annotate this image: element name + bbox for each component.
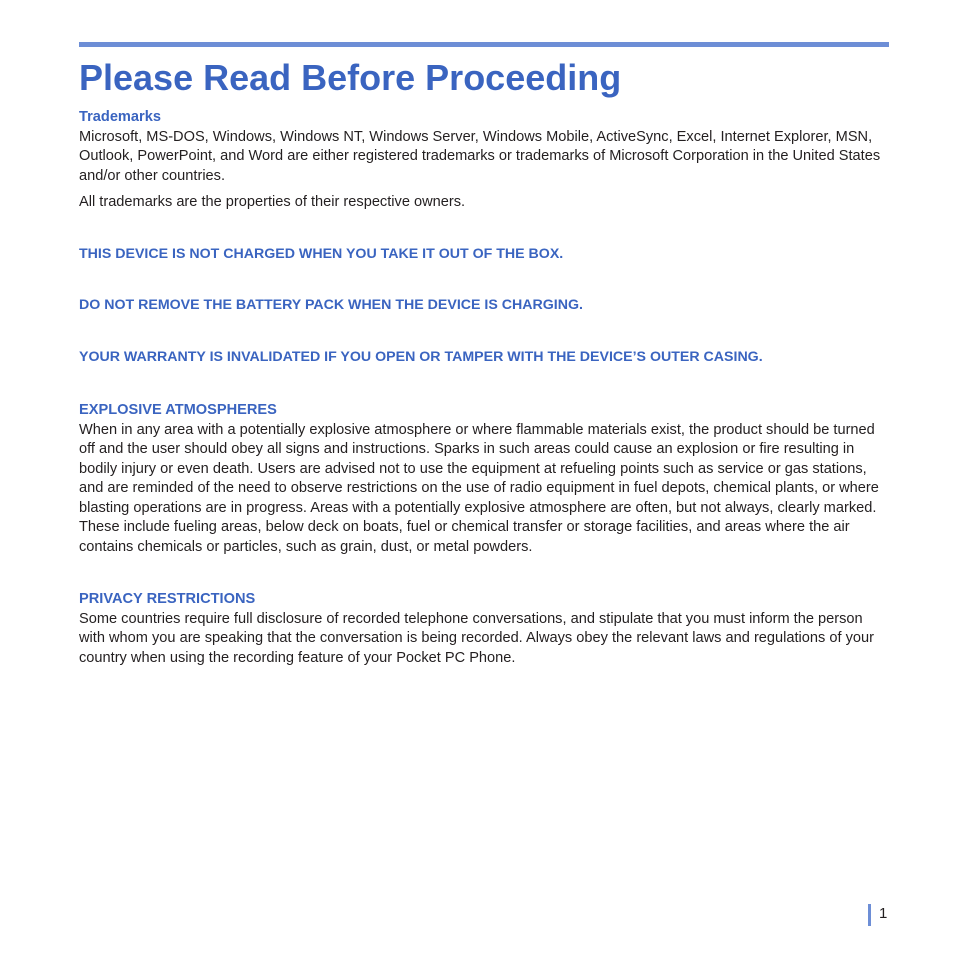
page-number-rule — [868, 904, 871, 926]
privacy-restrictions-paragraph: Some countries require full disclosure of recorded telephone conversations, and stipulate that you must inform the person with whom you are speaking that the conversation is being recorded. Always obey the relevant laws and regulations of your country when using the recording feature of your Pocket PC Phone. — [79, 610, 875, 666]
notice-not-charged: THIS DEVICE IS NOT CHARGED WHEN YOU TAKE IT OUT OF THE BOX. — [79, 245, 564, 262]
page-content — [79, 108, 891, 668]
trademarks-paragraph: Microsoft, MS-DOS, Windows, Windows NT, Windows Server, Windows Mobile, ActiveSync, Excel, Internet Explorer, MSN, Outlook, PowerPoint, and Word are either registered trademarks or trademarks of Microsoft Corporation in the United States and/or other countries. — [79, 128, 881, 184]
trademarks-heading: Trademarks — [79, 109, 161, 125]
page-number: 1 — [879, 905, 888, 922]
header-rule — [79, 42, 889, 47]
explosive-atmospheres-heading: EXPLOSIVE ATMOSPHERES — [79, 402, 277, 418]
privacy-restrictions-heading: PRIVACY RESTRICTIONS — [79, 591, 256, 607]
explosive-atmospheres-paragraph: When in any area with a potentially explosive atmosphere or where flammable materials exist, the product should be turned off and the user should obey all signs and instructions. Sparks in such areas could cause an explosion or fire resulting in bodily injury or even death. Users are advised not to use the equipment at refueling points such as service or gas stations, and are reminded of the need to observe restrictions on the use of radio equipment in fuel depots, chemical plants, or where blasting operations are in progress. Areas with a potentially explosive atmosphere are often, but not always, clearly marked. These include fueling areas, below deck on boats, fuel or chemical transfer or storage facilities, and areas where the air contains chemicals or particles, such as grain, dust, or metal powders. — [79, 421, 879, 555]
trademarks-owners-paragraph: All trademarks are the properties of their respective owners. — [79, 194, 466, 210]
notice-warranty: YOUR WARRANTY IS INVALIDATED IF YOU OPEN OR TAMPER WITH THE DEVICE’S OUTER CASING. — [79, 348, 763, 365]
notice-battery-pack: DO NOT REMOVE THE BATTERY PACK WHEN THE DEVICE IS CHARGING. — [79, 297, 583, 313]
page-title: Please Read Before Proceeding — [79, 57, 622, 98]
